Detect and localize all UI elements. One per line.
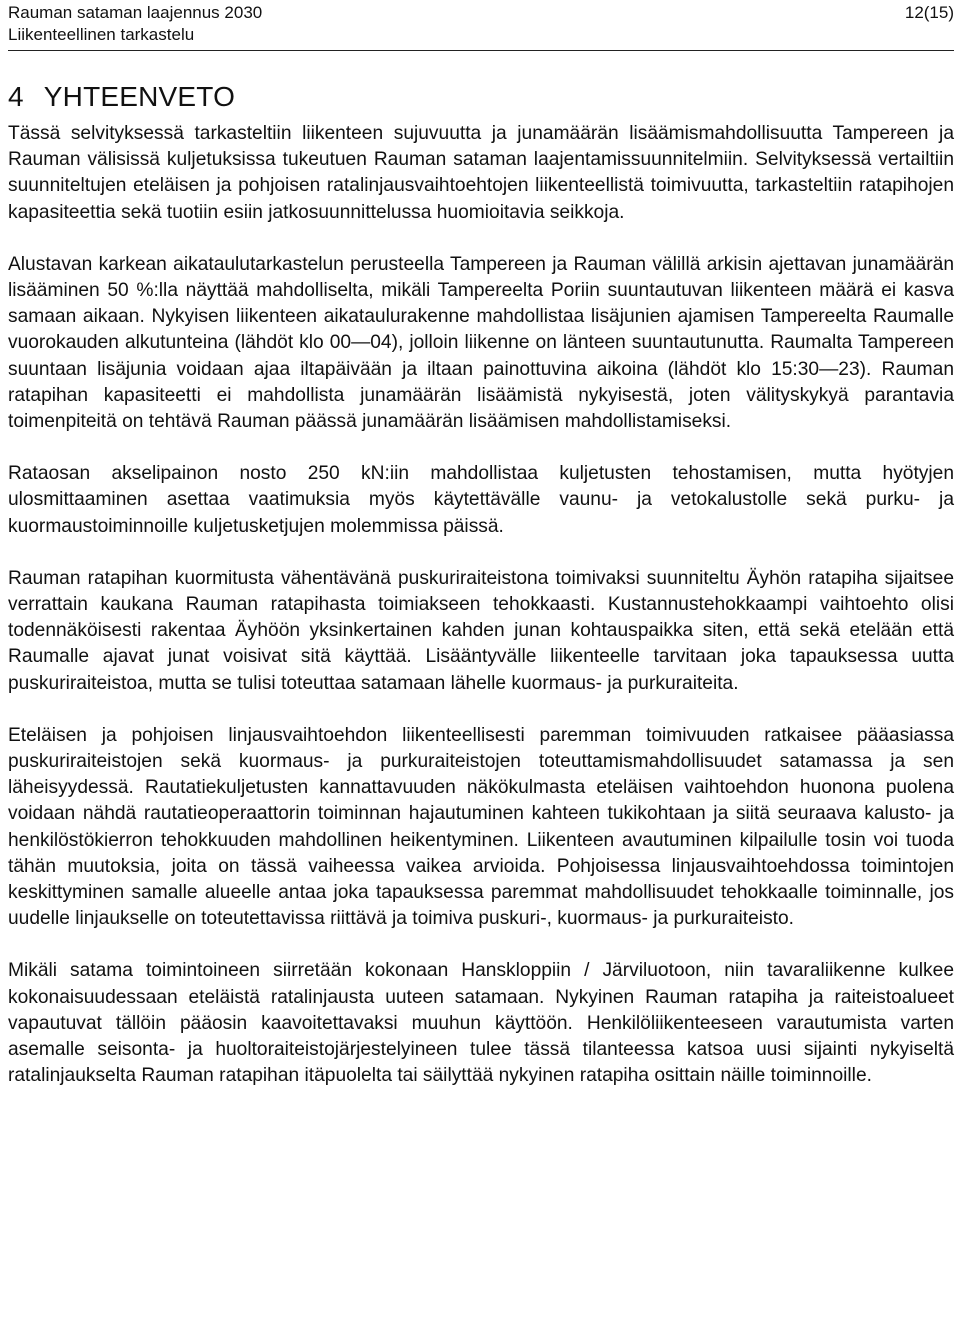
paragraph: Mikäli satama toimintoineen siirretään kokonaan Hanskloppiin / Järviluotoon, niin tavaraliikenne kulkee kokonaisuudessaan eteläistä ratalinjausta uuteen satamaan. Nykyinen Rauman ratapiha ja raiteistoalueet vapautuvat tällöin pääosin kaavoitettavaksi muuhun käyttöön. Henkilöliikenteeseen varautumista varten asemalle seisonta- ja huoltoraiteistojärjestelyineen tulee tässä tilanteessa katsoa uusi sijainti nykyiseltä ratalinjaukselta Rauman ratapihan itäpuolelta tai säilyttää nykyinen ratapiha osittain näille toiminnoille. xyxy=(8,960,954,1087)
section-heading xyxy=(8,77,954,117)
paragraph: Rataosan akselipainon nosto 250 kN:iin mahdollistaa kuljetusten tehostamisen, mutta hyötyjen ulosmittaaminen asettaa vaatimuksia myös käytettävälle vaunu- ja vetokalustolle sekä purku- ja kuormaustoiminnoille kuljetusketjujen molemmissa päissä. xyxy=(8,463,954,537)
document-subtitle: Liikenteellinen tarkastelu xyxy=(8,25,195,44)
page-number: 12(15) xyxy=(904,3,954,22)
section-number: 4 xyxy=(8,81,24,112)
document-page xyxy=(8,0,954,1090)
header-divider xyxy=(8,50,954,51)
paragraph: Eteläisen ja pohjoisen linjausvaihtoehdon liikenteellisesti paremman toimivuuden ratkaisee pääasiassa puskuriraiteistojen sekä kuormaus- ja purkuraiteistojen toteuttamismahdollisuudet satamassa ja sen läheisyydessä. Rautatiekuljetusten kannattavuuden näkökulmasta eteläisen vaihtoehdon huonona puolena voidaan nähdä rautatieoperaattorin toiminnan hajautuminen kahteen tukikohtaan ja siitä seuraava kalusto- ja henkilöstökierron tehokkuuden mahdollinen heikentyminen. Liikenteen avautuminen kilpailulle tosin voi tuoda tähän muutoksia, joita on tässä vaiheessa vaikea arvioida. Pohjoisessa linjausvaihtoehdossa toimintojen keskittyminen samalle alueelle antaa joka tapauksessa paremmat mahdollisuudet tehokkaalle toiminnalle, jos uudelle linjaukselle on toteutettavissa riittävä ja toimiva puskuri-, kuormaus- ja purkuraiteisto. xyxy=(8,724,954,930)
paragraph: Rauman ratapihan kuormitusta vähentävänä puskuriraiteistona toimivaksi suunniteltu Äyhön ratapiha sijaitsee verrattain kaukana Rauman ratapihasta toimiakseen tehokkaasti. Kustannustehokkaampi vaihtoehto olisi todennäköisesti rakentaa Äyhöön yksinkertainen kahden junan kohtauspaikka siten, että sekä etelään että Raumalle ajavat junat voisivat sitä käyttää. Lisääntyvälle liikenteelle tarvitaan joka tapauksessa uutta puskuriraiteistoa, mutta se tulisi toteuttaa satamaan lähelle kuormaus- ja purkuraiteita. xyxy=(8,567,954,694)
section-title: YHTEENVETO xyxy=(43,81,236,112)
document-title: Rauman sataman laajennus 2030 xyxy=(8,3,263,22)
page-header xyxy=(8,0,954,46)
paragraph: Tässä selvityksessä tarkasteltiin liikenteen sujuvuutta ja junamäärän lisäämismahdollisuutta Tampereen ja Rauman välisissä kuljetuksissa tukeutuen Rauman sataman laajentamissuunnitelmiin. Selvityksessä vertailtiin suunniteltujen eteläisen ja pohjoisen ratalinjausvaihtoehtojen liikenteellistä toimivuutta, tarkasteltiin ratapihojen kapasiteettia sekä tuotiin esiin jatkosuunnittelussa huomioitavia seikkoja. xyxy=(8,123,954,223)
paragraph: Alustavan karkean aikataulutarkastelun perusteella Tampereen ja Rauman välillä arkisin ajettavan junamäärän lisääminen 50 %:lla näyttää mahdolliselta, mikäli Tampereelta Poriin suuntautuvan liikenteen määrä ei kasva samaan aikaan. Nykyisen liikenteen aikataulurakenne mahdollistaa lisäjunien ajamisen Tampereelta Raumalle vuorokauden alkutunteina (lähdöt klo 00—04), jolloin liikenne on länteen suuntautunutta. Raumalta Tampereen suuntaan lisäjunia voidaan ajaa iltapäivään ja iltaan painottuvina aikoina (lähdöt klo 15:30—23). Rauman ratapihan kapasiteetti ei mahdollista junamäärän lisäämistä nykyisestä, joten välityskykyä parantavia toimenpiteitä on tehtävä Rauman päässä junamäärän lisäämisen mahdollistamiseksi. xyxy=(8,253,954,433)
